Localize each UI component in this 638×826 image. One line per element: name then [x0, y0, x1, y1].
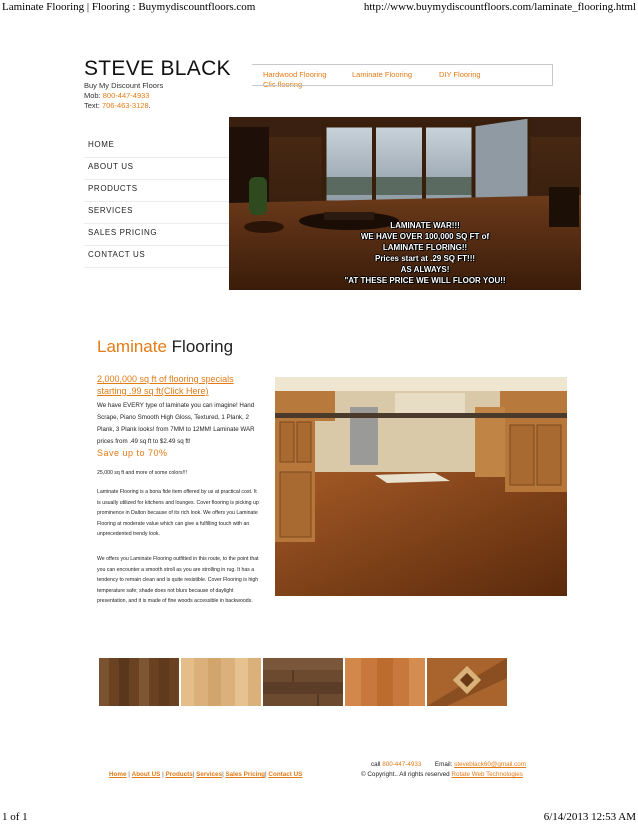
specials-link[interactable]: 2,000,000 sq ft of flooring specials starting .99 sq ft(Click Here): [97, 374, 234, 396]
footer-link-home[interactable]: Home: [109, 771, 127, 778]
brand-text: [84, 101, 163, 111]
thumb-rustic-plank-image: [263, 658, 343, 706]
kitchen-image: [275, 377, 567, 596]
site-brand-contact: [84, 81, 163, 111]
print-page-url: http://www.buymydiscountfloors.com/laminate_flooring.html: [363, 1, 636, 13]
top-nav-laminate[interactable]: Laminate Flooring: [352, 70, 413, 79]
footer-sep: |: [192, 771, 197, 778]
credit-link[interactable]: Rotate Web Technologies: [451, 771, 523, 778]
thumb-dark-hardwood[interactable]: [99, 658, 179, 706]
print-page-title: Laminate Flooring | Flooring : Buymydiscountfloors.com: [2, 1, 256, 13]
footer-nav: [109, 771, 302, 778]
footer-email[interactable]: steveblack60@gmail.com: [454, 761, 527, 768]
top-nav: [252, 64, 553, 86]
footer-link-products[interactable]: Products: [165, 771, 193, 778]
side-nav-sales-pricing[interactable]: SALES PRICING: [84, 224, 229, 246]
footer-link-contact[interactable]: Contact US: [268, 771, 303, 778]
thumb-dark-hardwood-image: [99, 658, 179, 706]
footer-sep: |: [265, 771, 269, 778]
page-title-word1: Laminate: [97, 337, 167, 356]
hero-line-2: WE HAVE OVER 100,000 SQ FT of: [360, 232, 490, 241]
hero-line-4: Prices start at .29 SQ FT!!!: [374, 254, 476, 263]
text-suffix: .: [148, 101, 151, 110]
side-nav-home[interactable]: HOME: [84, 136, 229, 158]
thumb-cherry-plank[interactable]: [345, 658, 425, 706]
footer-link-services[interactable]: Services: [196, 771, 223, 778]
hero-banner: [229, 117, 581, 290]
side-nav-products[interactable]: PRODUCTS: [84, 180, 229, 202]
brand-tagline: Buy My Discount Floors: [84, 81, 164, 90]
site-brand-name[interactable]: STEVE BLACK: [84, 57, 231, 80]
hero-line-6: "AT THESE PRICE WE WILL FLOOR YOU!!: [344, 276, 506, 285]
side-nav-contact[interactable]: CONTACT US: [84, 246, 229, 268]
hero-line-1: LAMINATE WAR!!!: [390, 221, 460, 230]
kitchen-photo: [275, 377, 567, 596]
email-label: Email:: [434, 761, 455, 768]
hero-line-5: AS ALWAYS!: [400, 265, 450, 274]
text-number[interactable]: 706-463-3128: [101, 101, 149, 110]
page-title: [97, 337, 233, 357]
intro-paragraph: We have EVERY type of laminate you can imagine! Hand Scrape, Piano Smooth High Gloss, Textured, 1 Plank, 2 Plank, 3 Plank looks! from 7MM to 12MM! Laminate WAR prices from .49 sq ft to $2.49 sq ft!: [97, 402, 255, 445]
top-nav-divider: [252, 85, 312, 86]
description-paragraph-2: We offers you Laminate Flooring outfitted in this route, to the point that you can encounter a smooth stroll as you are strolling in rug. It has a tendency to remain clean and is quite resistible. Cover Flooring is high temperature safe; shade does not blurs because of daylight presentation, and it is made of fine woods accessible in backwoods.: [97, 556, 259, 605]
footer-copyright: [361, 771, 523, 778]
print-page-number: 1 of 1: [2, 811, 28, 823]
mobile-number[interactable]: 800-447-4933: [102, 91, 150, 100]
footer-link-about[interactable]: About US: [131, 771, 161, 778]
footer-sep: |: [126, 771, 132, 778]
thumb-inlay-pattern-image: [427, 658, 507, 706]
text-label: Text:: [84, 101, 102, 110]
footer-link-sales-pricing[interactable]: Sales Pricing: [225, 771, 266, 778]
top-nav-hardwood[interactable]: Hardwood Flooring: [263, 70, 327, 79]
page-title-word2: Flooring: [166, 337, 234, 356]
mobile-label: Mob:: [84, 91, 103, 100]
call-label: call: [371, 761, 383, 768]
top-nav-diy[interactable]: DIY Flooring: [439, 70, 481, 79]
save-headline: Save up to 70%: [97, 448, 168, 458]
footer-sep: |: [222, 771, 226, 778]
print-datetime: 6/14/2013 12:53 AM: [543, 811, 636, 823]
footer-sep: |: [160, 771, 166, 778]
side-nav: [84, 136, 229, 268]
footer-contact: [371, 761, 526, 768]
side-nav-about[interactable]: ABOUT US: [84, 158, 229, 180]
copyright-text: © Copyright.. All rights reserved: [361, 771, 452, 778]
thumb-inlay-pattern[interactable]: [427, 658, 507, 706]
thumb-light-maple[interactable]: [181, 658, 261, 706]
description-paragraph-1: Laminate Flooring is a bona fide item offered by us at practical cost. It is usually utilized for kitchens and lounges. Cover flooring is picking up prominence in Dalton because of its rich look. We offers you Laminate Flooring at moderate value which can give a fulfilling touch with an unprecedented trendy look.: [97, 489, 259, 538]
brand-mobile: [84, 91, 163, 101]
thumb-cherry-plank-image: [345, 658, 425, 706]
side-nav-services[interactable]: SERVICES: [84, 202, 229, 224]
colors-note: 25,000 sq ft and more of some colors!!!: [97, 470, 187, 476]
thumb-rustic-plank[interactable]: [263, 658, 343, 706]
thumb-light-maple-image: [181, 658, 261, 706]
hero-promo-text: [269, 220, 581, 286]
footer-phone[interactable]: 800-447-4933: [382, 761, 422, 768]
hero-line-3: LAMINATE FLORING!!: [382, 243, 468, 252]
